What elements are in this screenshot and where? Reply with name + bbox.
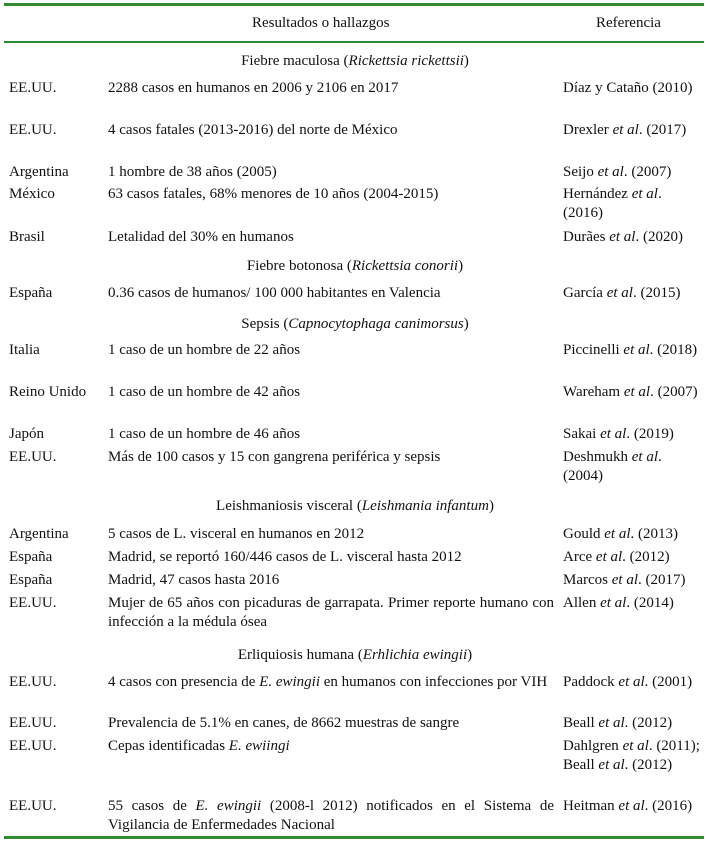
finding-cell bbox=[108, 673, 554, 692]
country-cell: EE.UU. bbox=[9, 449, 57, 465]
text-run: 1 caso de un hombre de 42 años bbox=[108, 384, 301, 400]
section-title-text: Erliquiosis humana ( bbox=[237, 647, 363, 663]
finding-cell bbox=[108, 797, 554, 835]
country-cell: EE.UU. bbox=[9, 122, 57, 138]
reference-cell bbox=[563, 425, 705, 444]
country-cell: Argentina bbox=[9, 164, 69, 180]
section-title-close: ) bbox=[463, 53, 469, 69]
country-cell: EE.UU. bbox=[9, 595, 57, 611]
text-run: . (2007) bbox=[650, 384, 698, 400]
text-run: . (2016) bbox=[563, 186, 662, 221]
text-run: 4 casos fatales (2013-2016) del norte de México bbox=[108, 122, 398, 138]
country-cell: Japón bbox=[9, 426, 44, 442]
text-run: 1 caso de un hombre de 46 años bbox=[108, 426, 301, 442]
header-results: Resultados o hallazgos bbox=[252, 15, 390, 31]
section-title bbox=[0, 497, 710, 516]
finding-cell bbox=[108, 594, 554, 632]
text-run: Sakai bbox=[563, 426, 601, 442]
reference-cell bbox=[563, 525, 705, 544]
section-title bbox=[0, 257, 710, 276]
italic-run: et al bbox=[595, 549, 623, 565]
text-run: 1 hombre de 38 años (2005) bbox=[108, 164, 277, 180]
country-cell: EE.UU. bbox=[9, 674, 57, 690]
section-species: Rickettsia rickettsii bbox=[348, 53, 464, 69]
finding-cell bbox=[108, 79, 554, 98]
text-run: Gould bbox=[563, 526, 605, 542]
country-cell: Reino Unido bbox=[9, 384, 87, 400]
finding-cell bbox=[108, 163, 554, 182]
text-run: . (2017) bbox=[638, 122, 687, 138]
italic-run: et al bbox=[618, 798, 645, 814]
country-cell: EE.UU. bbox=[9, 80, 57, 96]
reference-cell bbox=[563, 797, 705, 816]
text-run: . (2004) bbox=[563, 449, 662, 484]
finding-cell bbox=[108, 571, 554, 590]
reference-cell bbox=[563, 185, 705, 223]
text-run: Deshmukh bbox=[563, 449, 632, 465]
text-run: García bbox=[563, 285, 607, 301]
finding-cell bbox=[108, 228, 554, 247]
reference-cell bbox=[563, 341, 705, 360]
section-title-close: ) bbox=[463, 316, 469, 332]
text-run: 1 caso de un hombre de 22 años bbox=[108, 342, 301, 358]
section-title-text: Sepsis ( bbox=[241, 316, 289, 332]
text-run: Wareham bbox=[563, 384, 624, 400]
reference-cell bbox=[563, 737, 705, 775]
reference-cell bbox=[563, 79, 705, 98]
reference-cell bbox=[563, 594, 705, 613]
section-title bbox=[0, 315, 710, 334]
finding-cell bbox=[108, 185, 554, 204]
text-run: . (2016) bbox=[644, 798, 693, 814]
section-title bbox=[0, 52, 710, 71]
country-cell: México bbox=[9, 186, 55, 202]
italic-run: et al bbox=[611, 572, 638, 588]
country-cell: EE.UU. bbox=[9, 738, 57, 754]
reference-cell bbox=[563, 548, 705, 567]
country-cell: España bbox=[9, 549, 53, 565]
finding-cell bbox=[108, 525, 554, 544]
reference-cell bbox=[563, 284, 705, 303]
text-run: 63 casos fatales, 68% menores de 10 años (2004-2015) bbox=[108, 186, 439, 202]
text-run: Dahlgren bbox=[563, 738, 623, 754]
italic-run: et al bbox=[612, 122, 639, 138]
italic-run: et al bbox=[598, 715, 625, 731]
italic-run: et al bbox=[623, 384, 651, 400]
text-run: Beall bbox=[563, 715, 599, 731]
text-run: (2008-l 2012) notificados en el Sistema de Vigilancia de Enfermedades Nacional bbox=[108, 798, 554, 833]
italic-run: et al bbox=[623, 342, 650, 358]
text-run: Arce bbox=[563, 549, 596, 565]
country-cell: EE.UU. bbox=[9, 715, 57, 731]
italic-run: et al bbox=[631, 186, 658, 202]
country-cell: España bbox=[9, 285, 53, 301]
italic-run: et al bbox=[622, 738, 649, 754]
country-cell: Brasil bbox=[9, 229, 45, 245]
text-run: Piccinelli bbox=[563, 342, 624, 358]
italic-run: et al bbox=[600, 595, 627, 611]
reference-cell bbox=[563, 163, 705, 182]
text-run: . (2017) bbox=[638, 572, 686, 588]
text-run: Letalidad del 30% en humanos bbox=[108, 229, 294, 245]
text-run: Cepas identificadas bbox=[108, 738, 229, 754]
section-title-close: ) bbox=[467, 647, 473, 663]
text-run: Prevalencia de 5.1% en canes, de 8662 muestras de sangre bbox=[108, 715, 460, 731]
country-cell: Italia bbox=[9, 342, 40, 358]
italic-run: E. ewiingi bbox=[228, 738, 290, 754]
text-run: . (2014) bbox=[626, 595, 674, 611]
text-run: Madrid, se reportó 160/446 casos de L. visceral hasta 2012 bbox=[108, 549, 462, 565]
reference-cell bbox=[563, 383, 705, 402]
section-title-close: ) bbox=[488, 498, 494, 514]
italic-run: et al bbox=[606, 285, 633, 301]
italic-run: et al bbox=[609, 229, 636, 245]
top-rule bbox=[4, 3, 704, 6]
text-run: Drexler bbox=[563, 122, 613, 138]
finding-cell bbox=[108, 714, 554, 733]
country-cell: Argentina bbox=[9, 526, 69, 542]
text-run: 55 casos de bbox=[108, 798, 196, 814]
italic-run: et al bbox=[597, 164, 624, 180]
italic-run: et al bbox=[600, 426, 627, 442]
reference-cell bbox=[563, 714, 705, 733]
text-run: . (2015) bbox=[632, 285, 681, 301]
text-run: . (2007) bbox=[623, 164, 672, 180]
reference-cell bbox=[563, 448, 705, 486]
section-species: Capnocytophaga canimorsus bbox=[288, 316, 464, 332]
text-run: 5 casos de L. visceral en humanos en 2012 bbox=[108, 526, 365, 542]
text-run: . (2019) bbox=[626, 426, 674, 442]
text-run: Heitman bbox=[563, 798, 619, 814]
text-run: . (2012) bbox=[624, 715, 673, 731]
text-run: en humanos con infecciones por VIH bbox=[320, 674, 548, 690]
header-rule bbox=[4, 41, 704, 43]
text-run: 2288 casos en humanos en 2006 y 2106 en 2017 bbox=[108, 80, 399, 96]
finding-cell bbox=[108, 341, 554, 360]
section-species: Leishmania infantum bbox=[361, 498, 489, 514]
header-reference: Referencia bbox=[596, 15, 661, 31]
finding-cell bbox=[108, 737, 554, 756]
italic-run: et al bbox=[631, 449, 658, 465]
text-run: 0.36 casos de humanos/ 100 000 habitantes en Valencia bbox=[108, 285, 441, 301]
text-run: Paddock bbox=[563, 674, 619, 690]
country-cell: España bbox=[9, 572, 53, 588]
text-run: . (2020) bbox=[635, 229, 683, 245]
finding-cell bbox=[108, 383, 554, 402]
text-run: Hernández bbox=[563, 186, 632, 202]
text-run: . (2012) bbox=[624, 757, 673, 773]
section-title-text: Fiebre botonosa ( bbox=[246, 258, 352, 274]
text-run: . (2018) bbox=[649, 342, 698, 358]
text-run: Mujer de 65 años con picaduras de garrapata. Primer reporte humano con infección a la médula ósea bbox=[108, 595, 554, 630]
italic-run: et al bbox=[618, 674, 645, 690]
text-run: . (2013) bbox=[630, 526, 678, 542]
text-run: . (2001) bbox=[644, 674, 693, 690]
text-run: 4 casos con presencia de bbox=[108, 674, 260, 690]
italic-run: et al bbox=[604, 526, 631, 542]
text-run: Marcos bbox=[563, 572, 612, 588]
reference-cell bbox=[563, 571, 705, 590]
section-species: Rickettsia conorii bbox=[351, 258, 459, 274]
reference-cell bbox=[563, 121, 705, 140]
text-run: . (2011); Beall bbox=[563, 738, 700, 773]
italic-run: E. ewingii bbox=[195, 798, 262, 814]
text-run: Allen bbox=[563, 595, 601, 611]
section-title-close: ) bbox=[458, 258, 464, 274]
finding-cell bbox=[108, 548, 554, 567]
finding-cell bbox=[108, 121, 554, 140]
section-title-text: Leishmaniosis visceral ( bbox=[216, 498, 362, 514]
section-title-text: Fiebre maculosa ( bbox=[241, 53, 349, 69]
finding-cell bbox=[108, 448, 554, 467]
reference-cell bbox=[563, 673, 705, 692]
text-run: Más de 100 casos y 15 con gangrena periférica y sepsis bbox=[108, 449, 441, 465]
text-run: . (2012) bbox=[622, 549, 670, 565]
finding-cell bbox=[108, 425, 554, 444]
country-cell: EE.UU. bbox=[9, 798, 57, 814]
italic-run: et al bbox=[598, 757, 625, 773]
italic-run: E. ewingii bbox=[259, 674, 321, 690]
reference-cell bbox=[563, 228, 705, 247]
text-run: Seijo bbox=[563, 164, 598, 180]
bottom-rule bbox=[4, 836, 704, 839]
text-run: Díaz y Cataño (2010) bbox=[563, 80, 693, 96]
text-run: Durães bbox=[563, 229, 610, 245]
section-species: Erhlichia ewingii bbox=[362, 647, 468, 663]
finding-cell bbox=[108, 284, 554, 303]
text-run: Madrid, 47 casos hasta 2016 bbox=[108, 572, 280, 588]
section-title bbox=[0, 646, 710, 665]
